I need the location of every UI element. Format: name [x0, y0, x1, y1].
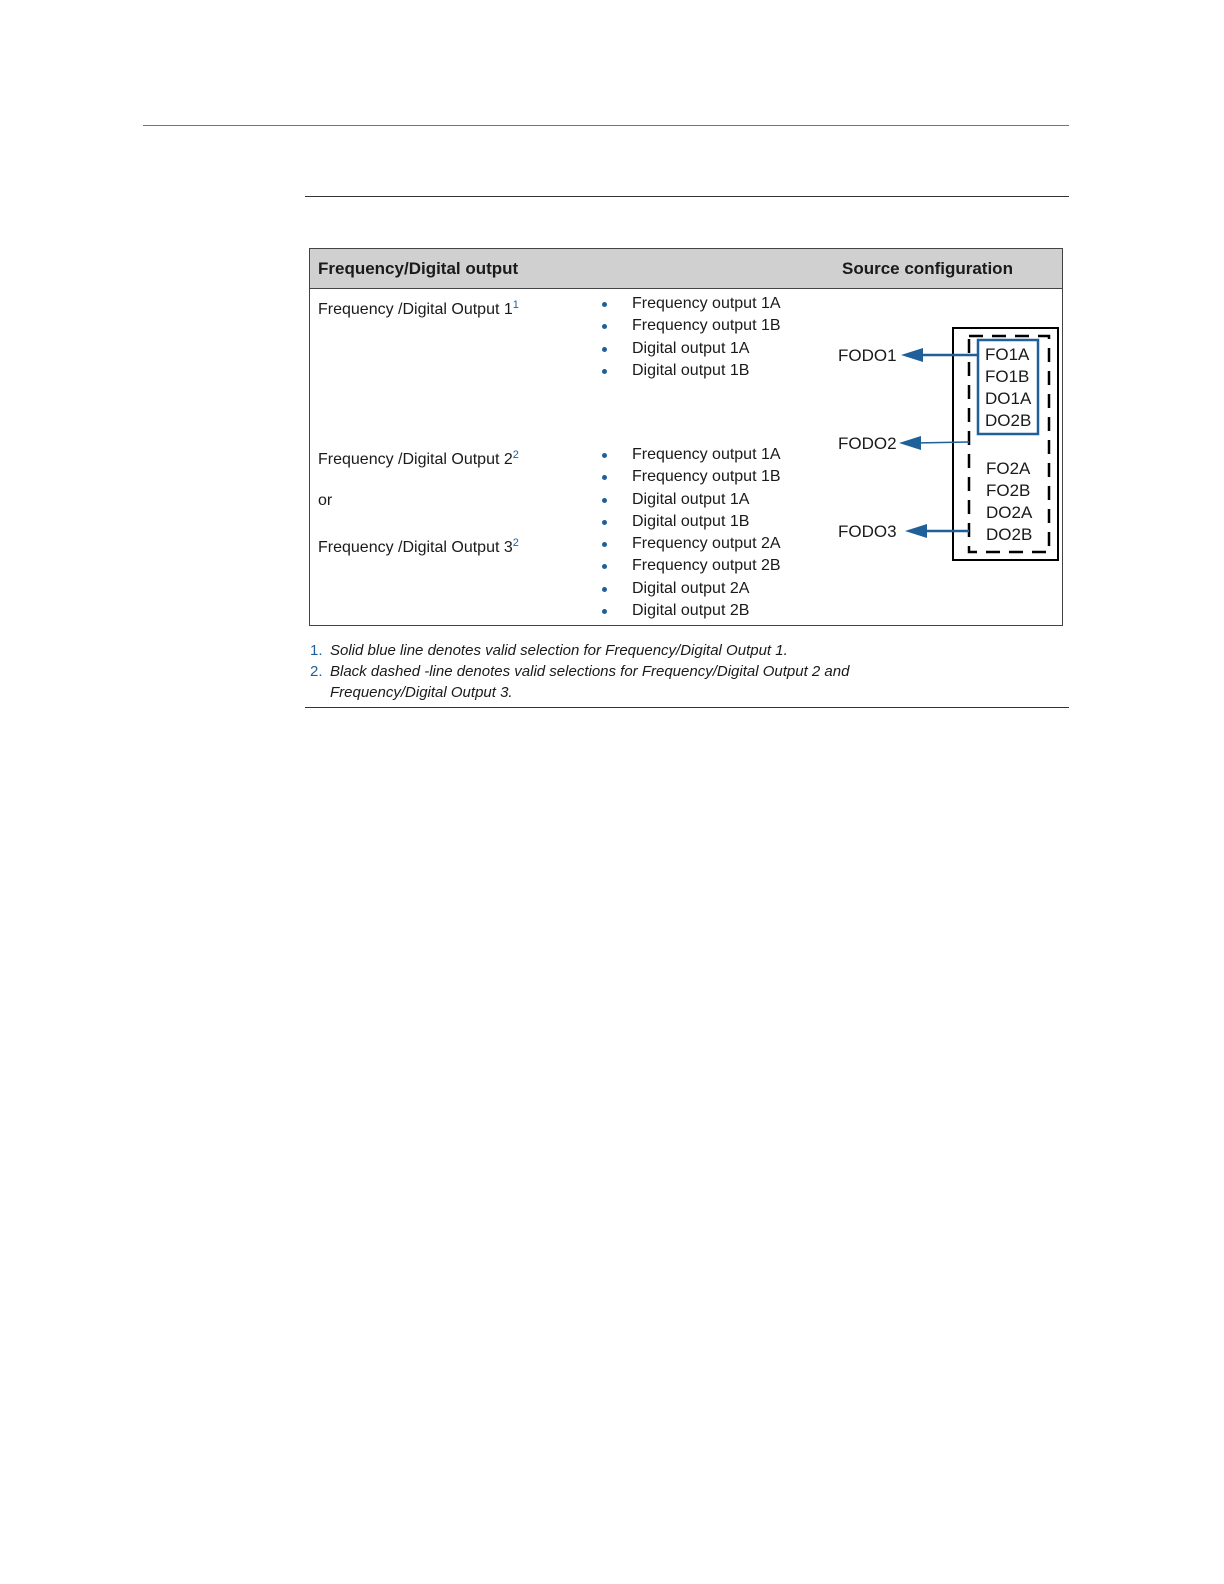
list-item — [600, 360, 781, 382]
output-source-table — [309, 248, 1063, 626]
register-fo1a: FO1A — [985, 345, 1030, 364]
list-item-text: Digital output 1A — [632, 339, 750, 357]
fodo1-label: FODO1 — [838, 346, 897, 365]
bullet-icon — [602, 324, 607, 329]
register-fo2b: FO2B — [986, 481, 1031, 500]
fodo3-label: FODO3 — [838, 522, 897, 541]
register-do2a: DO2A — [986, 503, 1033, 522]
list-item-text: Frequency output 1A — [632, 295, 781, 312]
footnote-number: 1. — [310, 642, 323, 659]
list-item — [600, 511, 781, 533]
bullet-icon — [602, 453, 607, 458]
register-fo2a: FO2A — [986, 459, 1031, 478]
arrow-fodo1-head — [901, 348, 923, 362]
column-header-source: Source configuration — [842, 259, 1013, 278]
list-item-text: Digital output 2B — [632, 602, 750, 620]
bullet-icon — [602, 609, 607, 614]
source-configuration-diagram — [835, 324, 1065, 564]
bullet-icon — [602, 564, 607, 569]
footnote-text: Black dashed -line denotes valid selections for Frequency/Digital Output 2 and Frequency/Digital Output 3. — [330, 663, 850, 701]
list-item — [600, 293, 781, 315]
row-label-text: Frequency /Digital Output 2 — [318, 451, 513, 468]
footnote-number: 2. — [310, 663, 323, 680]
footnote-ref: 2 — [512, 537, 519, 549]
footnote-ref: 1 — [512, 299, 519, 311]
column-header-output: Frequency/Digital output — [318, 259, 519, 278]
arrow-fodo2-head — [899, 436, 921, 450]
row-label-text: Frequency /Digital Output 3 — [318, 539, 513, 556]
table-bottom-rule — [305, 707, 1069, 708]
register-do2b-solid: DO2B — [985, 411, 1032, 430]
row-label-fodo1 — [318, 299, 519, 319]
row-label-or: or — [318, 492, 333, 509]
list-item-text: Digital output 1B — [632, 361, 750, 379]
footnote-2 — [310, 661, 890, 703]
list-item — [600, 444, 781, 466]
bullet-icon — [602, 369, 607, 374]
bullet-list-fodo2-fodo3 — [600, 444, 781, 622]
list-item-text: Digital output 2A — [632, 579, 750, 597]
list-item-text: Digital output 1B — [632, 512, 750, 530]
list-item-text: Frequency output 1B — [632, 317, 781, 335]
row-label-fodo2 — [318, 449, 519, 469]
footnote-ref: 2 — [512, 449, 519, 461]
list-item — [600, 600, 781, 622]
bullet-icon — [602, 587, 607, 592]
list-item-text: Frequency output 1B — [632, 468, 781, 486]
list-item-text: Digital output 1A — [632, 490, 750, 508]
list-item — [600, 315, 781, 337]
list-item — [600, 533, 781, 555]
list-item-text: Frequency output 2B — [632, 557, 781, 575]
fodo2-label: FODO2 — [838, 434, 897, 453]
list-item — [600, 338, 781, 360]
list-item — [600, 489, 781, 511]
bullet-icon — [602, 520, 607, 525]
register-do2b-dashed: DO2B — [986, 525, 1033, 544]
register-do1a: DO1A — [985, 389, 1032, 408]
bullet-icon — [602, 498, 607, 503]
footnote-text: Solid blue line denotes valid selection for Frequency/Digital Output 1. — [330, 642, 788, 659]
row-label-fodo3 — [318, 537, 519, 557]
bullet-icon — [602, 475, 607, 480]
list-item — [600, 555, 781, 577]
list-item — [600, 466, 781, 488]
bullet-icon — [602, 542, 607, 547]
bullet-icon — [602, 347, 607, 352]
page-header-rule — [143, 125, 1069, 126]
footnote-1 — [310, 640, 890, 661]
bullet-list-fodo1 — [600, 293, 781, 382]
table-top-rule — [305, 196, 1069, 197]
arrow-fodo2-line — [915, 442, 969, 443]
list-item — [600, 578, 781, 600]
table-footnotes — [310, 640, 890, 703]
table-header — [310, 249, 1062, 289]
bullet-icon — [602, 302, 607, 307]
row-label-text: Frequency /Digital Output 1 — [318, 301, 513, 318]
list-item-text: Frequency output 2A — [632, 535, 781, 553]
register-fo1b: FO1B — [985, 367, 1030, 386]
list-item-text: Frequency output 1A — [632, 446, 781, 463]
arrow-fodo3-head — [905, 524, 927, 538]
